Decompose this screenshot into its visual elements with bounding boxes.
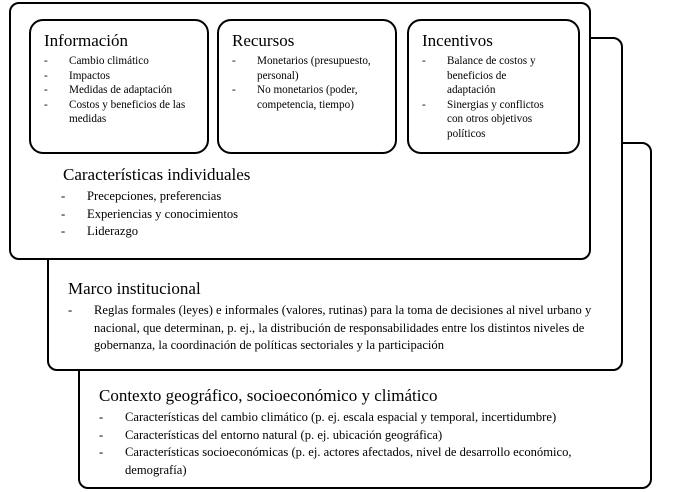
list-item: - Medidas de adaptación [44, 83, 199, 98]
list-item: - Características del entorno natural (p. ej. ubicación geográfica) [99, 427, 635, 445]
recursos-title: Recursos [232, 31, 295, 50]
incentivos-list [422, 54, 554, 141]
list-item: - Cambio climático [44, 54, 199, 69]
list-item: - Impactos [44, 69, 199, 84]
list-item: - Balance de costos y beneficios de adaptación [422, 54, 554, 98]
incentivos-title: Incentivos [422, 31, 493, 50]
individuales-list [61, 188, 361, 241]
marco-title: Marco institucional [68, 279, 201, 298]
list-item: - Liderazgo [61, 223, 361, 241]
contexto-list [99, 409, 635, 479]
list-item: - Características socioeconómicas (p. ej. actores afectados, nivel de desarrollo económico, demografía) [99, 444, 635, 479]
incentivos-box [407, 19, 580, 154]
caracteristicas-individuales-panel [9, 2, 591, 260]
list-item: - Precepciones, preferencias [61, 188, 361, 206]
marco-list [68, 302, 608, 355]
recursos-box [217, 19, 397, 154]
informacion-list [44, 54, 199, 127]
informacion-title: Información [44, 31, 129, 50]
individuales-title: Características individuales [63, 165, 251, 184]
list-item: - Características del cambio climático (p. ej. escala espacial y temporal, incertidumbre) [99, 409, 635, 427]
list-item: - Experiencias y conocimientos [61, 206, 361, 224]
contexto-title: Contexto geográfico, socioeconómico y climático [99, 386, 438, 405]
list-item: - No monetarios (poder, competencia, tiempo) [232, 83, 382, 112]
informacion-box [29, 19, 209, 154]
recursos-list [232, 54, 382, 112]
list-item: - Monetarios (presupuesto, personal) [232, 54, 382, 83]
list-item: - Reglas formales (leyes) e informales (valores, rutinas) para la toma de decisiones al nivel urbano y nacional, que determinan, p. ej., la distribución de responsabilidades entre los distintos niveles de gobernanza, la coordinación de políticas sectoriales y la participación [68, 302, 608, 355]
list-item: - Sinergias y conflictos con otros objetivos políticos [422, 98, 554, 142]
list-item: - Costos y beneficios de las medidas [44, 98, 199, 127]
